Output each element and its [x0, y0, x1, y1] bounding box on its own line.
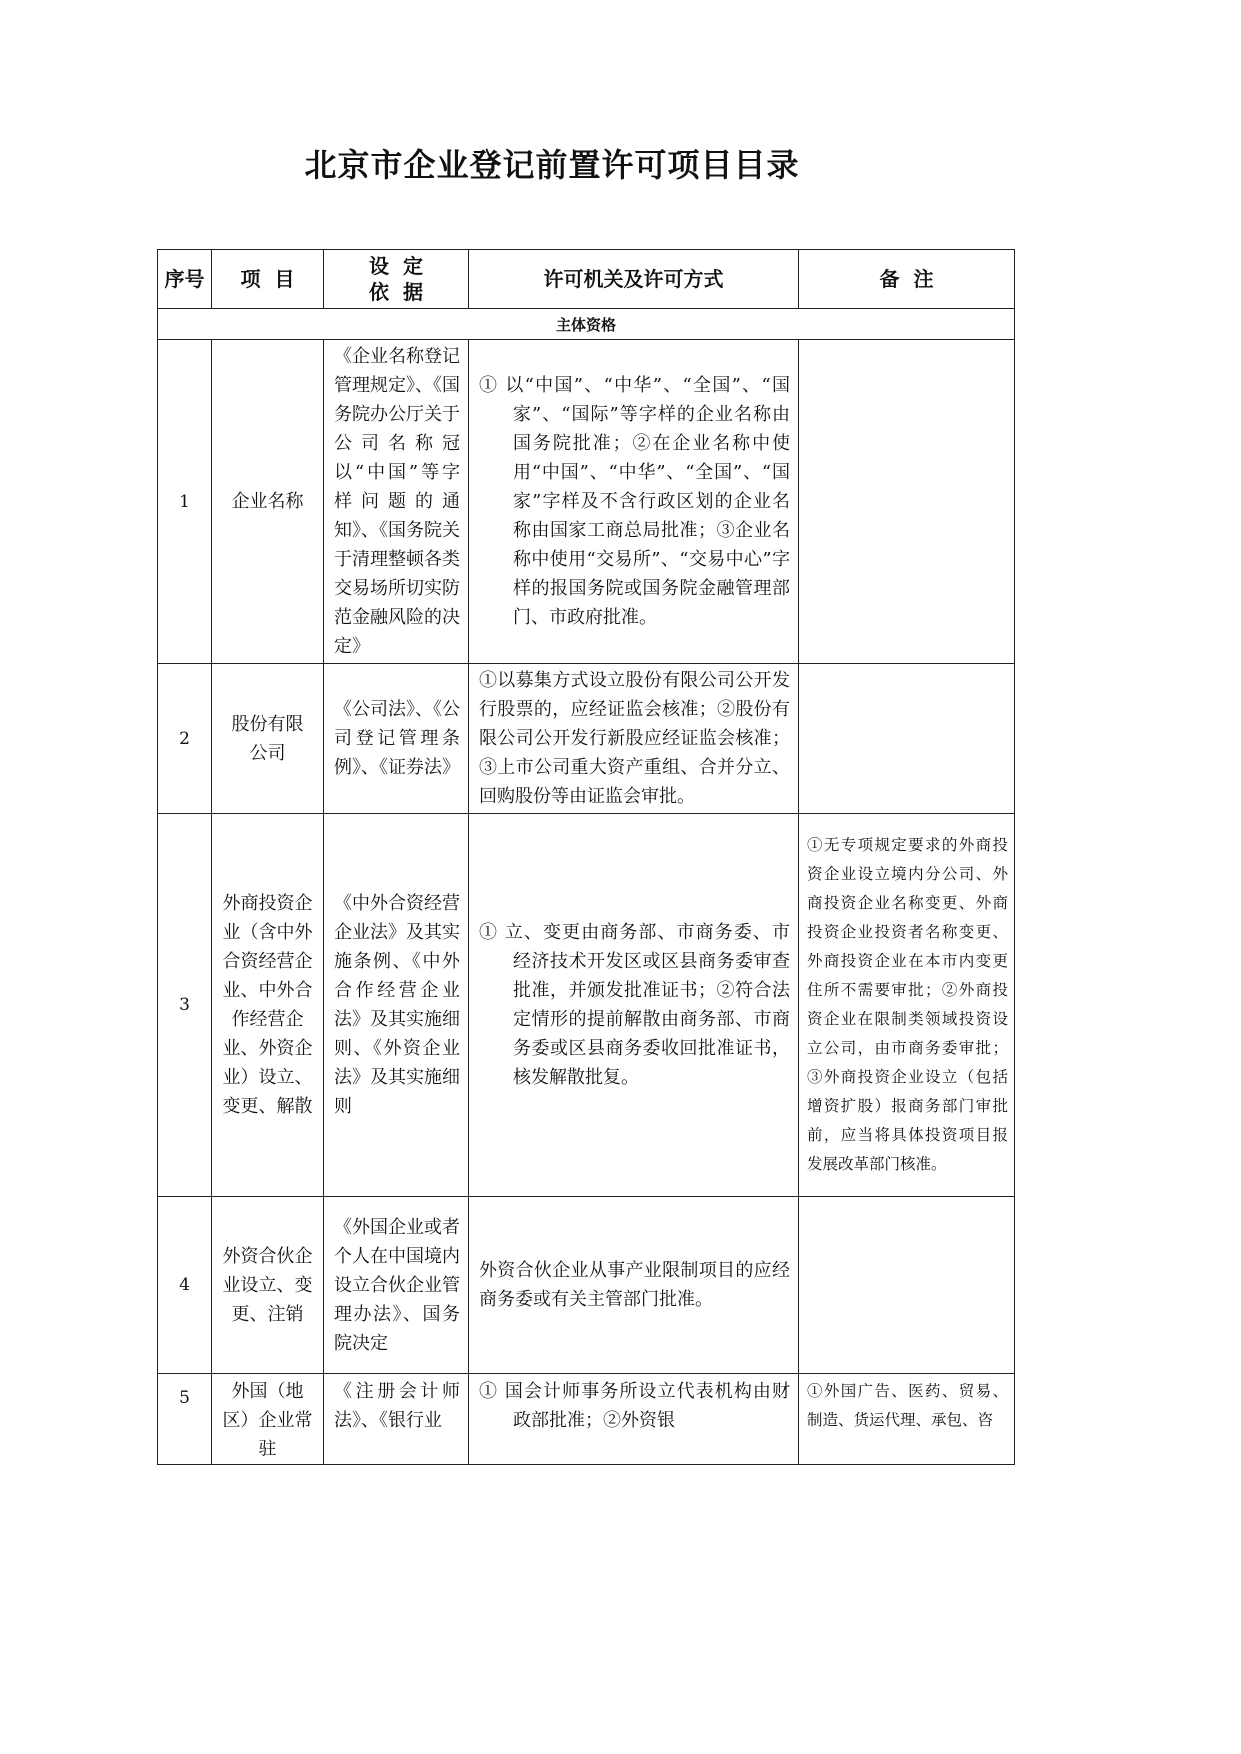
row-method: ① 立、变更由商务部、市商务委、市经济技术开发区或区县商务委审查批准，并颁发批准证书；②符合法定情形的提前解散由商务部、市商务委或区县商务委收回批准证书，核发解散批复。 [469, 814, 799, 1197]
table-row [158, 1197, 1015, 1374]
row-num: 3 [158, 814, 212, 1197]
row-note [799, 664, 1015, 814]
row-note [799, 1197, 1015, 1374]
row-note: ①外国广告、医药、贸易、制造、货运代理、承包、咨 [799, 1374, 1015, 1465]
header-item: 项 目 [212, 250, 324, 309]
row-item: 外资合伙企业设立、变更、注销 [212, 1197, 324, 1374]
permit-table [157, 249, 1015, 1465]
row-item: 企业名称 [212, 340, 324, 664]
row-num: 5 [158, 1374, 212, 1465]
row-note [799, 340, 1015, 664]
row-note: ①无专项规定要求的外商投资企业设立境内分公司、外商投资企业名称变更、外商投资企业投资者名称变更、外商投资企业在本市内变更住所不需要审批；②外商投资企业在限制类领域投资设立公司，由市商务委审批；③外商投资企业设立（包括增资扩股）报商务部门审批前，应当将具体投资项目报发展改革部门核准。 [799, 814, 1015, 1197]
table-row [158, 814, 1015, 1197]
header-row [158, 250, 1015, 309]
row-basis: 《公司法》、《公司登记管理条例》、《证券法》 [324, 664, 469, 814]
row-num: 1 [158, 340, 212, 664]
row-method: ① 国会计师事务所设立代表机构由财政部批准；②外资银 [469, 1374, 799, 1465]
table-row [158, 340, 1015, 664]
row-method: ①以募集方式设立股份有限公司公开发行股票的，应经证监会核准；②股份有限公司公开发行新股应经证监会核准；③上市公司重大资产重组、合并分立、回购股份等由证监会审批。 [469, 664, 799, 814]
header-method: 许可机关及许可方式 [469, 250, 799, 309]
row-num: 2 [158, 664, 212, 814]
row-basis: 《注册会计师法》、《银行业 [324, 1374, 469, 1465]
header-note: 备 注 [799, 250, 1015, 309]
section-title: 主体资格 [158, 309, 1015, 340]
table-row [158, 664, 1015, 814]
row-basis: 《企业名称登记管理规定》、《国务院办公厅关于公司名称冠以“中国”等字样问题的通知》、《国务院关于清理整顿各类交易场所切实防范金融风险的决定》 [324, 340, 469, 664]
document-title: 北京市企业登记前置许可项目目录 [304, 146, 800, 184]
row-basis: 《外国企业或者个人在中国境内设立合伙企业管理办法》、国务院决定 [324, 1197, 469, 1374]
row-method: ① 以“中国”、“中华”、“全国”、“国家”、“国际”等字样的企业名称由国务院批准；②在企业名称中使用“中国”、“中华”、“全国”、“国家”字样及不含行政区划的企业名称由国家工商总局批准；③企业名称中使用“交易所”、“交易中心”字样的报国务院或国务院金融管理部门、市政府批准。 [469, 340, 799, 664]
row-num: 4 [158, 1197, 212, 1374]
table-row [158, 1374, 1015, 1465]
section-row [158, 309, 1015, 340]
row-item: 股份有限公司 [212, 664, 324, 814]
row-item: 外商投资企业（含中外合资经营企业、中外合作经营企业、外资企业）设立、变更、解散 [212, 814, 324, 1197]
header-num: 序号 [158, 250, 212, 309]
row-item: 外国（地区）企业常驻 [212, 1374, 324, 1465]
row-basis: 《中外合资经营企业法》及其实施条例、《中外合作经营企业法》及其实施细则、《外资企业法》及其实施细则 [324, 814, 469, 1197]
header-basis: 设 定 依 据 [324, 250, 469, 309]
row-method: 外资合伙企业从事产业限制项目的应经商务委或有关主管部门批准。 [469, 1197, 799, 1374]
